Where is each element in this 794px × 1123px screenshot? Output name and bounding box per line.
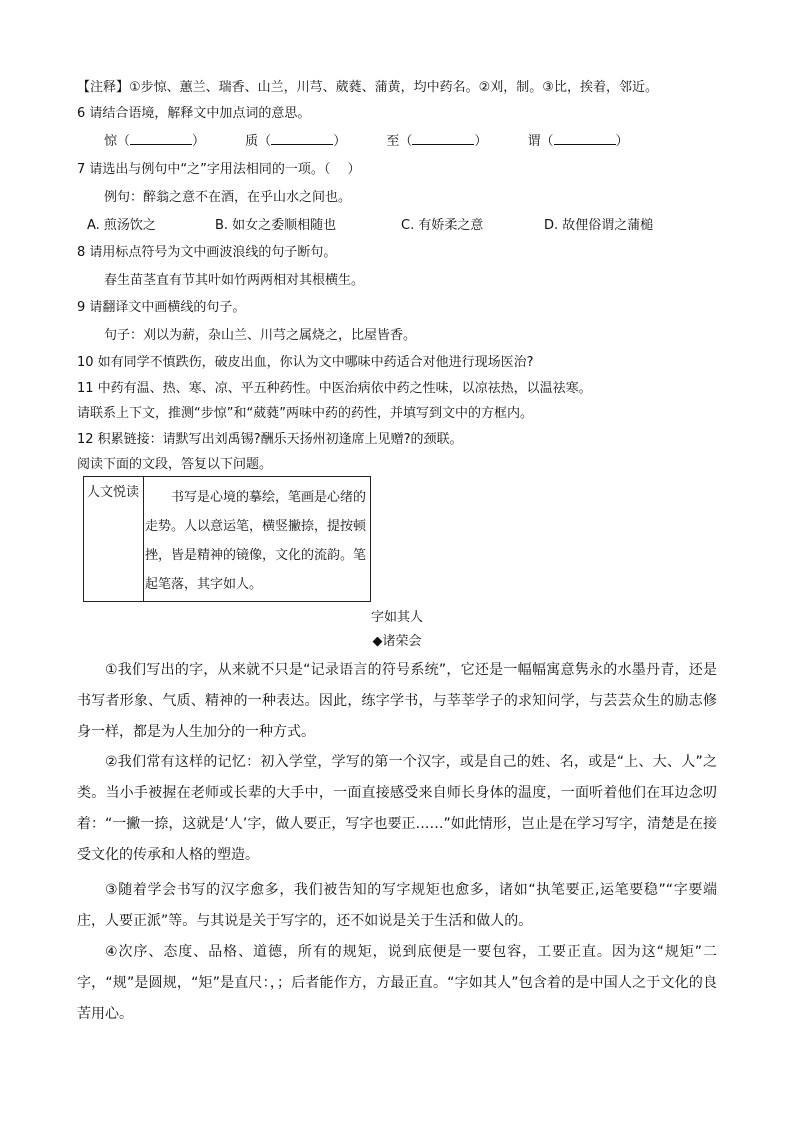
- option-b[interactable]: B. 如女之委顺相随也: [215, 218, 337, 233]
- article-paragraph-2: ②我们常有这样的记忆：初入学堂，学写的第一个汉字，或是自己的姓、名，或是“上、大、人”之类。当小手被握在老师或长辈的大手中，一面直接感受来自师长身体的温度，一面听着他们在耳边念叨着：“一撇一捺，这就是‘人’字，做人要正，写字也要正……”如此情形，岂止是在学习写字，清楚是在接受文化的传承和人格的塑造。: [77, 754, 717, 863]
- answer-blank[interactable]: [271, 131, 333, 145]
- blank-item-jing: 惊（ ）: [104, 134, 205, 149]
- question-11-line1: 11 中药有温、热、寒、凉、平五种药性。中医治病依中药之性味，以凉祛热，以温祛寒。: [77, 381, 592, 396]
- article-paragraph-1: ①我们写出的字，从来就不只是“记录语言的符号系统”，它还是一幅幅寓意隽永的水墨丹青，还是书写者形象、气质、精神的一种表达。因此，练字学书，与莘莘学子的求知问学，与芸芸众生的励志修身一样，都是为人生加分的一种方式。: [77, 662, 717, 740]
- box-label: 人文悦读: [84, 477, 144, 601]
- blank-item-wei: 谓（ ）: [528, 134, 629, 149]
- question-7-example: 例句：醉翁之意不在酒，在乎山水之间也。: [104, 190, 352, 205]
- question-7-prompt: 7 请选出与例句中“之”字用法相同的一项。（ ）: [77, 162, 361, 177]
- option-a[interactable]: A. 煎汤饮之: [87, 218, 156, 233]
- article-title: 字如其人: [370, 610, 423, 625]
- question-11-line2: 请联系上下文，推测“步惊”和“葳蕤”两味中药的药性，并填写到文中的方框内。: [77, 406, 533, 421]
- answer-blank[interactable]: [412, 131, 474, 145]
- question-6-prompt: 6 请结合语境，解释文中加点词的意思。: [77, 106, 311, 121]
- option-c[interactable]: C. 有娇柔之意: [401, 218, 484, 233]
- question-8-prompt: 8 请用标点符号为文中画波浪线的句子断句。: [77, 245, 337, 260]
- question-9-prompt: 9 请翻译文中画横线的句子。: [77, 300, 246, 315]
- answer-blank[interactable]: [554, 131, 616, 145]
- question-8-sentence: 春生苗茎直有节其叶如竹两两相对其根横生。: [104, 273, 365, 288]
- question-10: 10 如有同学不慎跌伤，破皮出血，你认为文中哪味中药适合对他进行现场医治?: [77, 355, 534, 370]
- question-9-sentence: 句子：刈以为薪，杂山兰、川芎之属烧之，比屋皆香。: [104, 328, 417, 343]
- option-d[interactable]: D. 故俚俗谓之蒲槌: [544, 218, 654, 233]
- blank-item-zhi: 质（ ）: [245, 134, 346, 149]
- blank-item-zhi2: 至（ ）: [386, 134, 487, 149]
- annotation-notes: 【注释】①步惊、蕙兰、瑞香、山兰，川芎、葳蕤、蒲黄，均中药名。②刈，制。③比，挨着，邻近。: [77, 80, 658, 95]
- article-paragraph-3: ③随着学会书写的汉字愈多，我们被告知的写字规矩也愈多，诸如“执笔要正,运笔要稳”“字要端庄，人要正派”等。与其说是关于写字的，还不如说是关于生活和做人的。: [77, 882, 717, 929]
- question-6-blanks: [104, 131, 665, 152]
- reading-intro: 阅读下面的文段，答复以下问题。: [77, 457, 273, 472]
- humanities-reading-box: [83, 476, 371, 602]
- box-text: 书写是心境的摹绘，笔画是心绪的走势。人以意运笔，横竖撇捺，提按顿挫，皆是精神的镜像，文化的流韵。笔起笔落，其字如人。: [145, 490, 367, 592]
- article-paragraph-4: ④次序、态度、品格、道德，所有的规矩，说到底便是一要包容，工要正直。因为这“规矩”二字，“规”是圆规，“矩”是直尺：，；后者能作方，方最正直。“字如其人”包含着的是中国人之于文化的良苦用心。: [77, 944, 717, 1022]
- article-author: ◆诸荣会: [372, 634, 422, 649]
- answer-blank[interactable]: [130, 131, 192, 145]
- question-12: 12 积累链接：请默写出刘禹锡?酬乐天扬州初逢席上见赠?的颈联。: [77, 432, 463, 447]
